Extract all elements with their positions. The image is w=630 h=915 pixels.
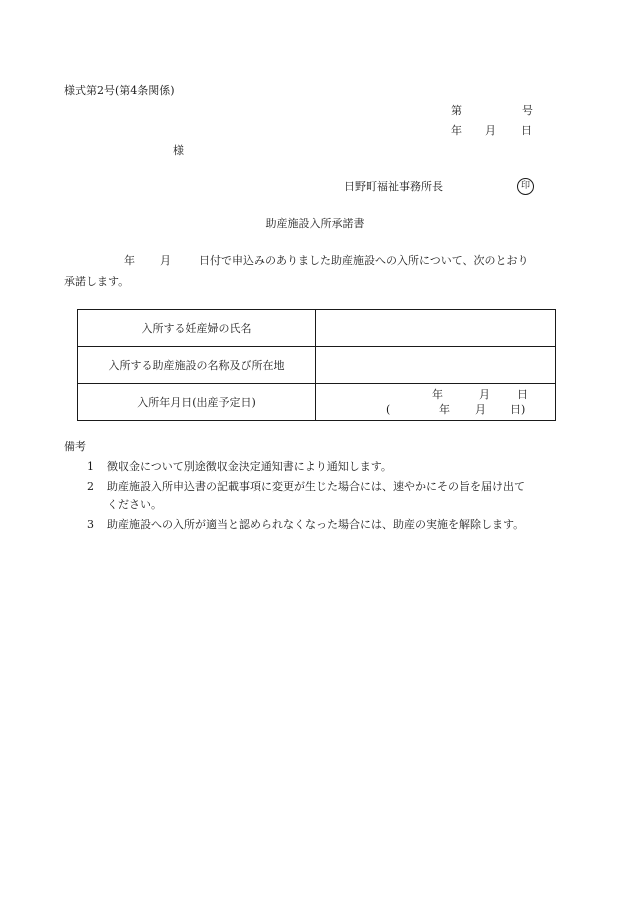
patient-name-label: 入所する妊産婦の氏名 bbox=[78, 310, 316, 347]
facility-name-address-label: 入所する助産施設の名称及び所在地 bbox=[78, 347, 316, 384]
remark-3-number: 3 bbox=[87, 518, 94, 531]
table-row bbox=[78, 384, 556, 421]
due-date-open-paren: ( bbox=[386, 403, 391, 416]
admission-day-label: 日 bbox=[517, 388, 528, 401]
remark-2-number: 2 bbox=[87, 480, 94, 493]
recipient-honorific: 様 bbox=[173, 144, 184, 157]
remark-2-text: 助産施設入所申込書の記載事項に変更が生じた場合には、速やかにその旨を届け出て bbox=[107, 480, 525, 493]
admission-info-table bbox=[77, 309, 556, 421]
admission-month-label: 月 bbox=[479, 388, 490, 401]
body-year-label: 年 bbox=[124, 254, 135, 267]
remark-3-text: 助産施設への入所が適当と認められなくなった場合には、助産の実施を解除します。 bbox=[107, 518, 525, 531]
issue-date-month-label: 月 bbox=[485, 124, 496, 137]
form-number: 様式第2号(第4条関係) bbox=[64, 84, 175, 97]
document-number-prefix: 第 bbox=[451, 104, 462, 117]
due-date-month-label: 月 bbox=[475, 403, 486, 416]
issue-date-day-label: 日 bbox=[521, 124, 532, 137]
body-month-label: 月 bbox=[160, 254, 171, 267]
issue-date-year-label: 年 bbox=[451, 124, 462, 137]
table-row bbox=[78, 310, 556, 347]
body-paragraph-line-2: 承諾します。 bbox=[64, 275, 130, 288]
admission-date-value bbox=[316, 384, 556, 421]
document-number-suffix: 号 bbox=[522, 104, 533, 117]
remark-2-text-continued: ください。 bbox=[107, 498, 162, 511]
issuer-title: 日野町福祉事務所長 bbox=[344, 180, 443, 193]
facility-name-address-value bbox=[316, 347, 556, 384]
remark-1-number: 1 bbox=[87, 460, 94, 473]
body-text: 日付で申込みのありました助産施設への入所について、次のとおり bbox=[199, 254, 529, 267]
table-row bbox=[78, 347, 556, 384]
admission-date-label: 入所年月日(出産予定日) bbox=[78, 384, 316, 421]
remark-1-text: 徴収金について別途徴収金決定通知書により通知します。 bbox=[107, 460, 392, 473]
due-date-day-label: 日) bbox=[510, 403, 526, 416]
due-date-year-label: 年 bbox=[439, 403, 450, 416]
remarks-heading: 備考 bbox=[64, 440, 86, 453]
patient-name-value bbox=[316, 310, 556, 347]
document-title: 助産施設入所承諾書 bbox=[265, 217, 365, 230]
seal-mark: 印 bbox=[517, 178, 534, 195]
admission-year-label: 年 bbox=[432, 388, 443, 401]
